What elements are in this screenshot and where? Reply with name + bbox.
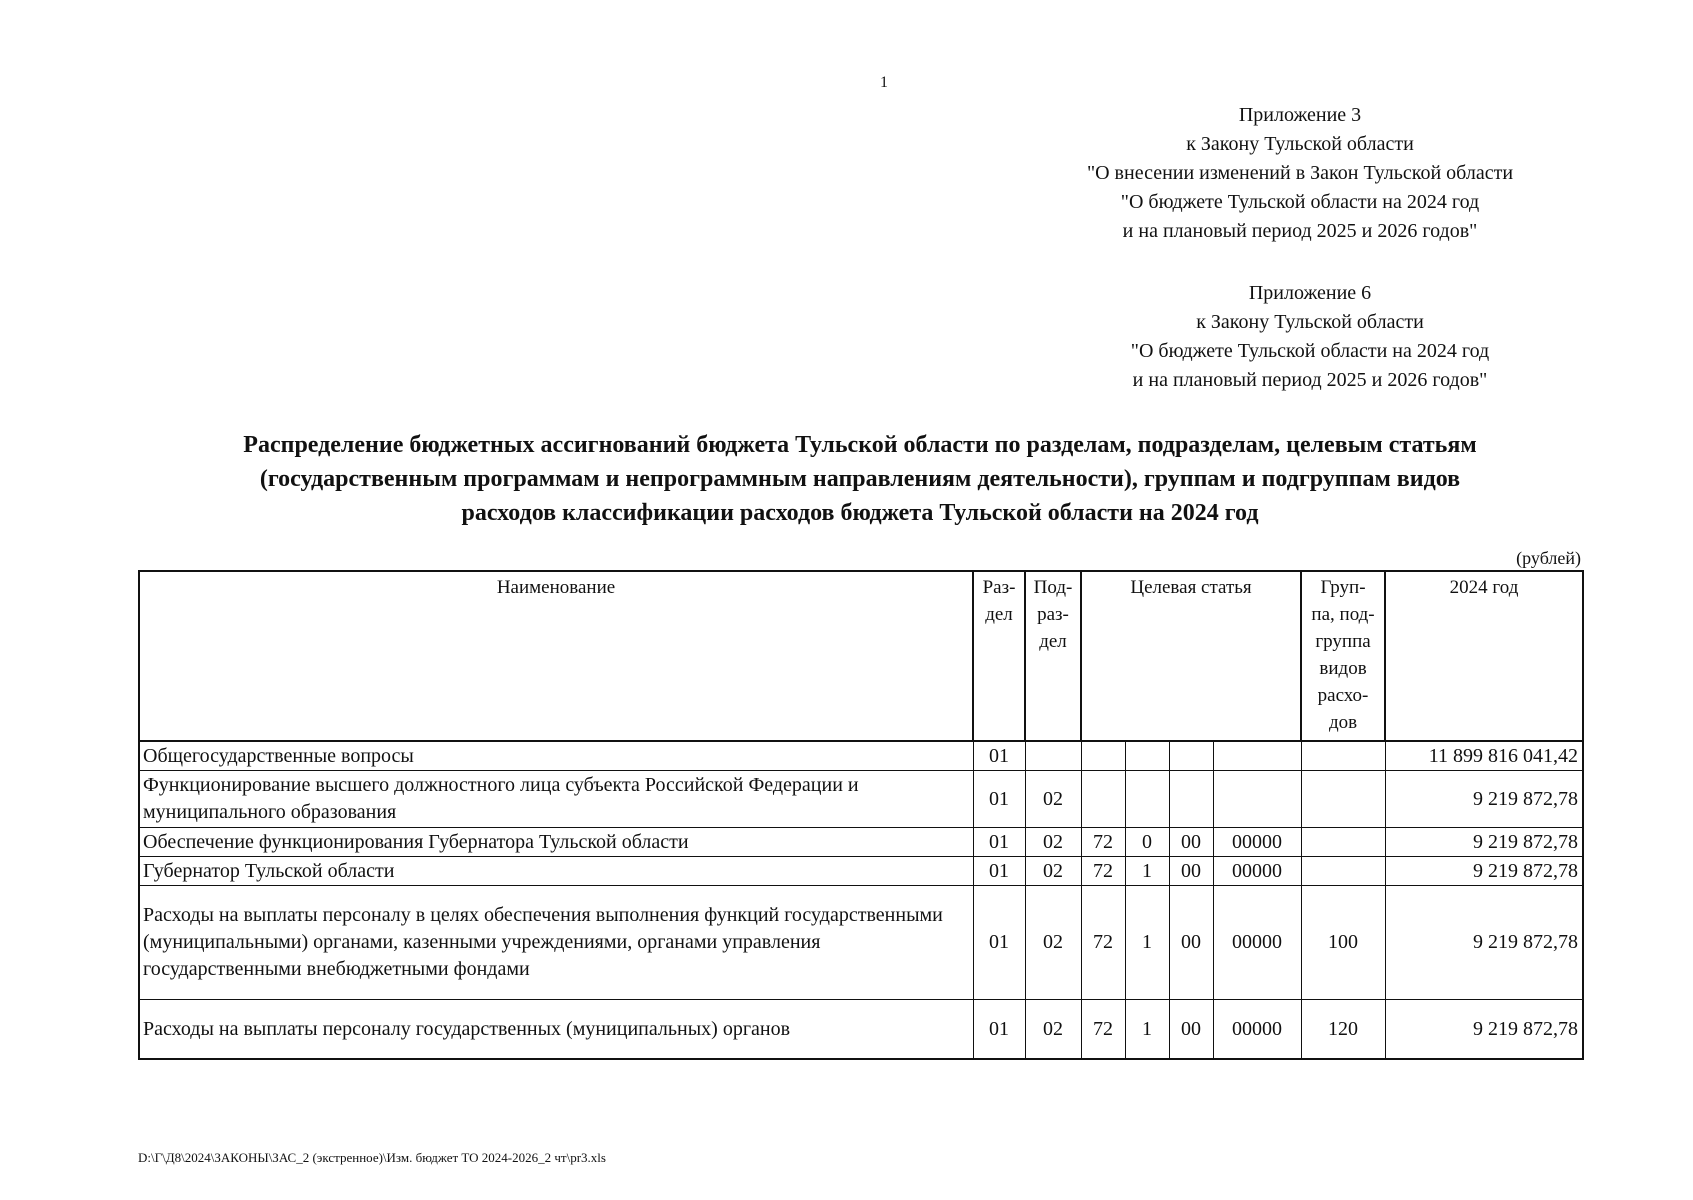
table-row [139,828,1583,857]
row-target-program: 72 [1081,828,1125,857]
row-target-program [1081,771,1125,828]
annex-3-line: к Закону Тульской области [1186,133,1414,155]
table-row [139,886,1583,1000]
title-line: Распределение бюджетных ассигнований бюджета Тульской области по разделам, подразделам, целевым статьям [243,432,1477,458]
row-amount: 9 219 872,78 [1385,828,1583,857]
row-target-program: 72 [1081,857,1125,886]
file-path-footer: D:\Г\Д8\2024\ЗАКОНЫ\ЗАС_2 (экстренное)\Изм. бюджет ТО 2024-2026_2 чт\pr3.xls [138,1150,606,1165]
row-target-main: 00 [1169,1000,1213,1060]
annex-6-line: Приложение 6 [1248,282,1372,304]
annex-3-header [1050,101,1550,246]
row-amount: 9 219 872,78 [1385,857,1583,886]
annex-6-line: к Закону Тульской области [1196,311,1424,333]
row-target-program: 72 [1081,1000,1125,1060]
row-name: Расходы на выплаты персоналу государственных (муниципальных) органов [139,1000,973,1060]
row-section: 01 [973,857,1025,886]
row-subsection [1025,741,1081,771]
row-target-program: 72 [1081,886,1125,1000]
row-section: 01 [973,1000,1025,1060]
row-subsection: 02 [1025,828,1081,857]
annex-6-line: "О бюджете Тульской области на 2024 год [1130,340,1490,362]
row-target-direction: 00000 [1213,857,1301,886]
row-section: 01 [973,741,1025,771]
header-name: Наименование [139,571,973,741]
annex-3-line: "О внесении изменений в Закон Тульской области [1086,162,1514,184]
row-name: Губернатор Тульской области [139,857,973,886]
row-subsection: 02 [1025,886,1081,1000]
row-expense-group [1301,828,1385,857]
row-target-subprogram: 1 [1125,1000,1169,1060]
row-target-subprogram: 1 [1125,886,1169,1000]
row-name: Обеспечение функционирования Губернатора Тульской области [139,828,973,857]
table-header-row [139,571,1583,741]
header-subsection: Под- раз- дел [1025,571,1081,741]
row-target-direction: 00000 [1213,886,1301,1000]
table-row [139,857,1583,886]
row-subsection: 02 [1025,771,1081,828]
row-amount: 9 219 872,78 [1385,1000,1583,1060]
title-line: (государственным программам и непрограммным направлениям деятельности), группам и подгруппам видов [259,466,1461,492]
title-line: расходов классификации расходов бюджета Тульской области на 2024 год [461,500,1259,526]
row-target-main: 00 [1169,857,1213,886]
row-name: Общегосударственные вопросы [139,741,973,771]
page-mark: 1 [880,74,888,91]
row-target-main: 00 [1169,886,1213,1000]
row-section: 01 [973,771,1025,828]
row-amount: 9 219 872,78 [1385,886,1583,1000]
header-target-article: Целевая статья [1081,571,1301,741]
annex-3-line: и на плановый период 2025 и 2026 годов" [1122,220,1478,242]
row-target-direction: 00000 [1213,1000,1301,1060]
annex-3-line: Приложение 3 [1238,104,1362,126]
row-target-subprogram: 0 [1125,828,1169,857]
header-expense-group: Груп- па, под- группа видов расхо- дов [1301,571,1385,741]
row-target-main: 00 [1169,828,1213,857]
row-subsection: 02 [1025,857,1081,886]
row-subsection: 02 [1025,1000,1081,1060]
row-name: Функционирование высшего должностного лица субъекта Российской Федерации и муниципального образования [139,771,973,828]
row-section: 01 [973,886,1025,1000]
table-row [139,771,1583,828]
row-name: Расходы на выплаты персоналу в целях обеспечения выполнения функций государственными (муниципальными) органами, казенными учреждениями, органами управления государственными внебюджетными фондами [139,886,973,1000]
header-year: 2024 год [1385,571,1583,741]
row-target-main [1169,771,1213,828]
table-row [139,741,1583,771]
document-title [120,428,1600,530]
row-expense-group [1301,771,1385,828]
row-expense-group [1301,741,1385,771]
row-target-subprogram [1125,741,1169,771]
row-expense-group: 120 [1301,1000,1385,1060]
annex-6-line: и на плановый период 2025 и 2026 годов" [1132,369,1488,391]
row-target-direction [1213,771,1301,828]
row-amount: 9 219 872,78 [1385,771,1583,828]
row-expense-group [1301,857,1385,886]
row-expense-group: 100 [1301,886,1385,1000]
budget-table [138,570,1584,1060]
row-target-subprogram: 1 [1125,857,1169,886]
annex-3-line: "О бюджете Тульской области на 2024 год [1120,191,1480,213]
row-target-subprogram [1125,771,1169,828]
annex-6-header [1080,279,1540,395]
row-target-program [1081,741,1125,771]
row-section: 01 [973,828,1025,857]
row-target-direction: 00000 [1213,828,1301,857]
header-section: Раз- дел [973,571,1025,741]
table-row [139,1000,1583,1060]
row-target-main [1169,741,1213,771]
row-amount: 11 899 816 041,42 [1385,741,1583,771]
row-target-direction [1213,741,1301,771]
units-label: (рублей) [1516,548,1581,568]
